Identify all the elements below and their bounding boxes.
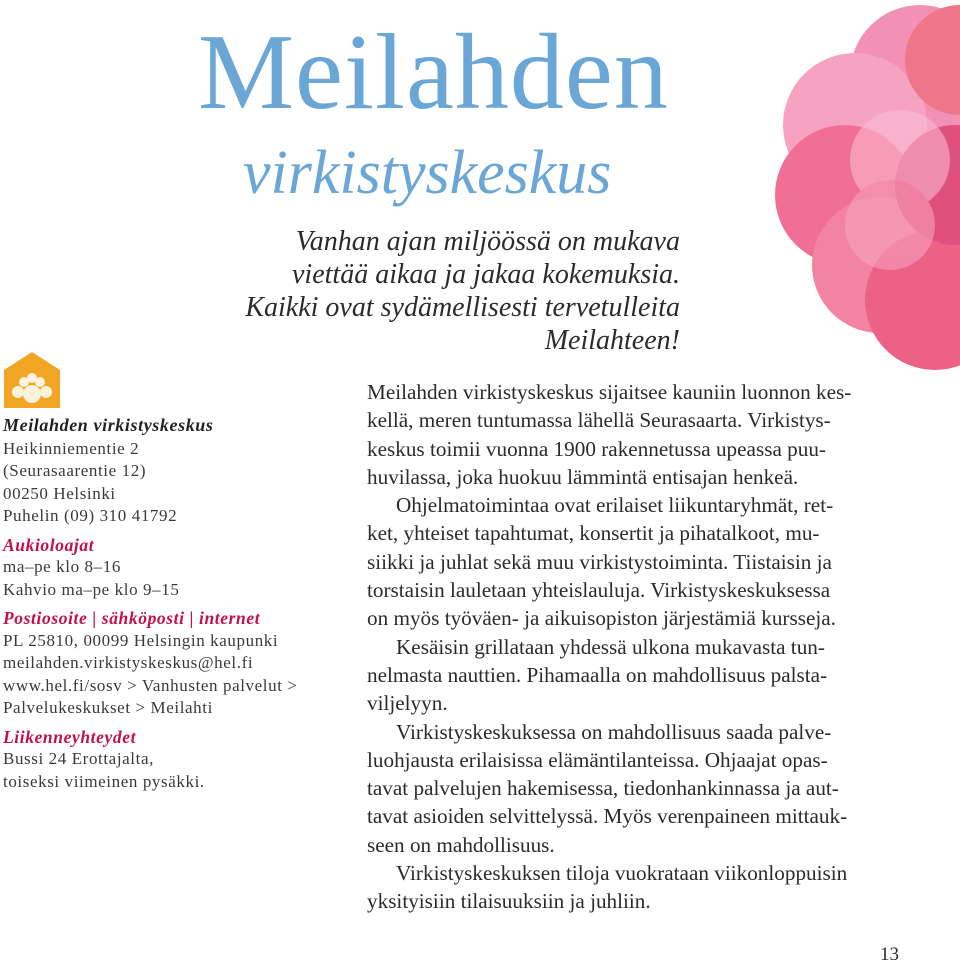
text-line: Ohjelmatoimintaa ovat erilaiset liikuntaryhmät, ret- xyxy=(396,493,834,518)
address-line: Heikinniementie 2 xyxy=(3,438,140,458)
text-line: viljelyyn. xyxy=(367,691,448,716)
contact-sidebar xyxy=(3,414,348,799)
paragraph xyxy=(367,633,903,718)
text-line: tavat palvelujen hakemisessa, tiedonhankinnassa ja aut- xyxy=(367,776,839,801)
text-line: huvilassa, joka huokuu lämmintä entisajan henkeä. xyxy=(367,464,799,489)
tagline-line: viettää aikaa ja jakaa kokemuksia. xyxy=(292,259,680,290)
text-line: kellä, meren tuntumassa lähellä Seurasaarta. Virkistys- xyxy=(367,408,831,433)
text-line: tavat asioiden selvittelyssä. Myös verenpaineen mittauk- xyxy=(367,804,848,829)
paragraph xyxy=(367,859,903,916)
tagline xyxy=(120,225,680,357)
phone-line: Puhelin (09) 310 41792 xyxy=(3,506,178,525)
house-sun-icon xyxy=(4,352,60,408)
address-line: (Seurasaarentie 12) xyxy=(3,461,147,480)
text-line: yksityisiin tilaisuuksiin ja juhliin. xyxy=(367,889,651,914)
text-line: Kesäisin grillataan yhdessä ulkona mukavasta tun- xyxy=(396,634,825,659)
tagline-line: Vanhan ajan miljöössä on mukava xyxy=(295,226,680,257)
page-title: Meilahden xyxy=(198,13,669,132)
postal-address: PL 25810, 00099 Helsingin kaupunki xyxy=(3,630,279,650)
text-line: siikki ja juhlat sekä muu virkistystoiminta. Tiistaisin ja xyxy=(367,549,832,574)
hours-line: Kahvio ma–pe klo 9–15 xyxy=(3,579,180,599)
paragraph xyxy=(367,491,903,632)
text-line: torstaisin lauletaan yhteislauluja. Virkistyskeskuksessa xyxy=(367,578,831,603)
main-text xyxy=(367,378,903,916)
text-line: seen on mahdollisuus. xyxy=(367,832,555,857)
paragraph xyxy=(367,718,903,859)
text-line: Virkistyskeskuksessa on mahdollisuus saada palve- xyxy=(396,719,832,744)
address-line: 00250 Helsinki xyxy=(3,483,116,503)
tagline-line: Kaikki ovat sydämellisesti tervetulleita Meilahteen! xyxy=(245,292,680,356)
organization-name: Meilahden virkistyskeskus xyxy=(3,415,214,435)
email-link[interactable]: meilahden.virkistyskeskus@hel.fi xyxy=(3,653,254,672)
text-line: Meilahden virkistyskeskus sijaitsee kauniin luonnon kes- xyxy=(367,380,852,404)
text-line: ket, yhteiset tapahtumat, konsertit ja pihatalkoot, mu- xyxy=(367,521,820,546)
text-line: Virkistyskeskuksen tiloja vuokrataan viikonloppuisin xyxy=(396,861,848,886)
transport-line: toiseksi viimeinen pysäkki. xyxy=(3,771,205,791)
text-line: keskus toimii vuonna 1900 rakennetussa upeassa puu- xyxy=(367,436,826,461)
text-line: nelmasta nauttien. Pihamaalla on mahdollisuus palsta- xyxy=(367,662,828,687)
website-link[interactable]: www.hel.fi/sosv > Vanhusten palvelut > xyxy=(3,675,298,695)
contact-heading: Postiosoite | sähköposti | internet xyxy=(3,608,261,628)
hours-heading: Aukioloajat xyxy=(3,534,95,555)
transport-heading: Liikenneyhteydet xyxy=(3,726,137,747)
paragraph xyxy=(367,378,903,491)
text-line: on myös työväen- ja aikuisopiston järjestämiä kursseja. xyxy=(367,606,836,631)
hours-line: ma–pe klo 8–16 xyxy=(3,557,121,576)
transport-line: Bussi 24 Erottajalta, xyxy=(3,749,154,768)
page-subtitle: virkistyskeskus xyxy=(243,139,612,207)
website-path: Palvelukeskukset > Meilahti xyxy=(3,698,213,717)
text-line: luohjausta erilaisissa elämäntilanteissa. Ohjaajat opas- xyxy=(367,747,828,772)
flower-decoration-icon xyxy=(770,0,960,380)
page-number: 13 xyxy=(880,944,899,965)
